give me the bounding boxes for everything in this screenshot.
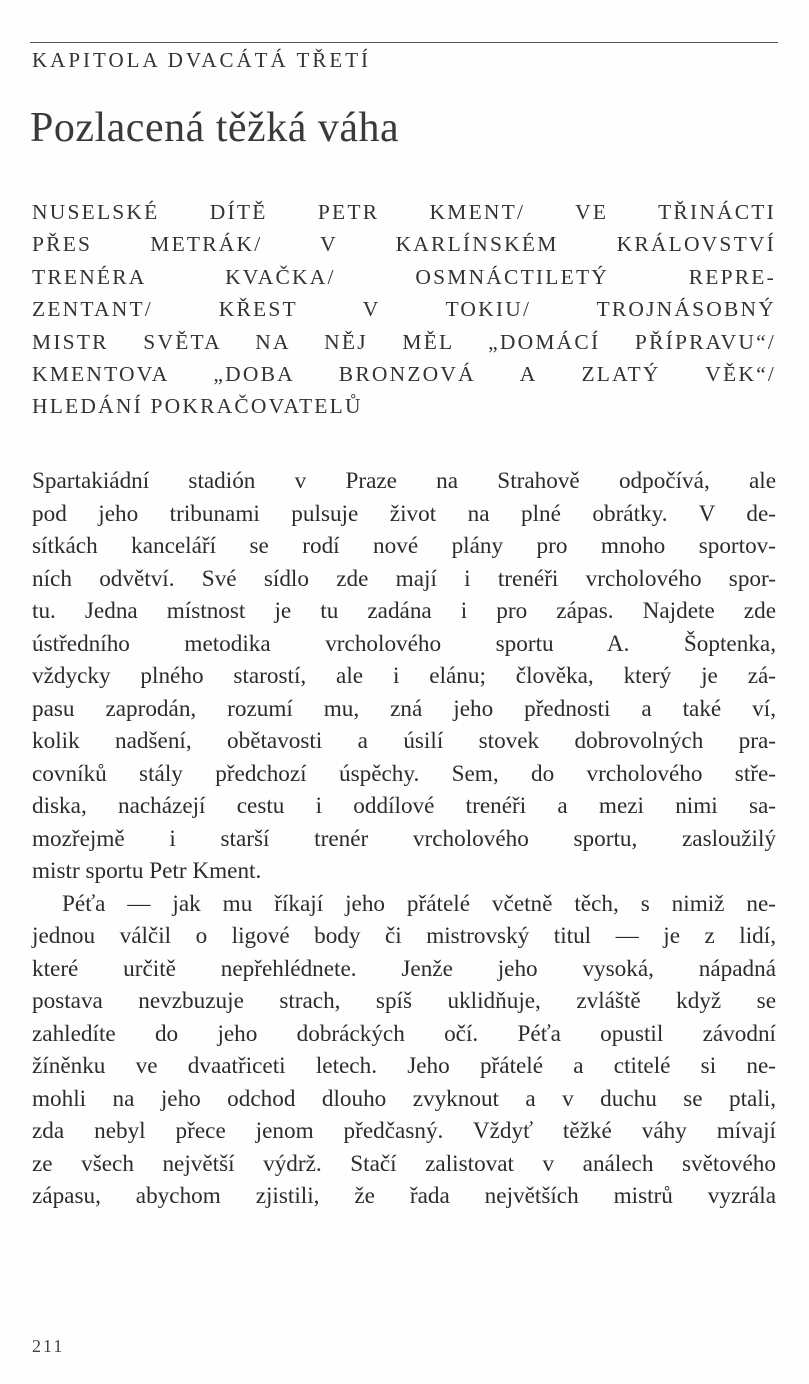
paragraph-line: zahledíte do jeho dobráckých očí. Péťa opustil závodní	[32, 1020, 776, 1047]
header-rule	[30, 42, 778, 43]
summary-line: MISTR SVĚTA NA NĚJ MĚL „DOMÁCÍ PŘÍPRAVU“/	[32, 329, 776, 354]
paragraph-line: covníků stály předchozí úspěchy. Sem, do vrcholového stře-	[32, 760, 776, 787]
page-number: 211	[32, 1336, 65, 1356]
summary-line: PŘES METRÁK/ V KARLÍNSKÉM KRÁLOVSTVÍ	[32, 232, 776, 257]
paragraph-line: mozřejmě i starší trenér vrcholového sportu, zasloužilý	[32, 825, 776, 852]
paragraph-line: ních odvětví. Své sídlo zde mají i trenéři vrcholového spor-	[32, 565, 776, 592]
paragraph-line: ústředního metodika vrcholového sportu A. Šoptenka,	[32, 630, 776, 657]
summary-line: KMENTOVA „DOBA BRONZOVÁ A ZLATÝ VĚK“/	[32, 362, 776, 387]
paragraph-line: jednou válčil o ligové body či mistrovský titul — je z lidí,	[32, 923, 776, 949]
summary-line: TRENÉRA KVAČKA/ OSMNÁCTILETÝ REPRE-	[32, 264, 776, 289]
paragraph-line: sítkách kanceláří se rodí nové plány pro mnoho sportov-	[32, 533, 776, 559]
chapter-summary	[32, 196, 776, 423]
paragraph-line: mohli na jeho odchod dlouho zvyknout a v duchu se ptali,	[32, 1085, 776, 1112]
summary-line: HLEDÁNÍ POKRAČOVATELŮ	[32, 394, 363, 419]
paragraph-2	[32, 888, 776, 1213]
paragraph-line: vždycky plného starostí, ale i elánu; člověka, který je zá-	[32, 663, 776, 689]
paragraph-line: pasu zaprodán, rozumí mu, zná jeho přednosti a také ví,	[32, 695, 776, 722]
paragraph-line: Péťa — jak mu říkají jeho přátelé včetně těch, s nimiž ne-	[62, 890, 776, 917]
paragraph-line: tu. Jedna místnost je tu zadána i pro zápas. Najdete zde	[32, 598, 776, 624]
chapter-label: KAPITOLA DVACÁTÁ TŘETÍ	[32, 48, 372, 72]
summary-line: ZENTANT/ KŘEST V TOKIU/ TROJNÁSOBNÝ	[32, 297, 776, 322]
paragraph-line: kolik nadšení, obětavosti a úsilí stovek dobrovolných pra-	[32, 728, 776, 754]
paragraph-line: které určitě nepřehlédnete. Jenže jeho vysoká, nápadná	[32, 955, 776, 982]
summary-line: NUSELSKÉ DÍTĚ PETR KMENT/ VE TŘINÁCTI	[32, 200, 776, 224]
paragraph-line: žíněnku ve dvaatřiceti letech. Jeho přátelé a ctitelé si ne-	[32, 1053, 776, 1079]
paragraph-line: zápasu, abychom zjistili, že řada největších mistrů vyzrála	[32, 1183, 776, 1209]
paragraph-line: diska, nacházejí cestu i oddílové trenéři a mezi nimi sa-	[32, 793, 776, 819]
paragraph-line: Spartakiádní stadión v Praze na Strahově odpočívá, ale	[32, 468, 776, 494]
paragraph-1	[32, 465, 776, 888]
paragraph-line: postava nevzbuzuje strach, spíš uklidňuje, zvláště když se	[32, 988, 776, 1014]
chapter-title: Pozlacená těžká váha	[30, 105, 400, 151]
paragraph-line: mistr sportu Petr Kment.	[32, 858, 262, 884]
paragraph-line: pod jeho tribunami pulsuje život na plné obrátky. V de-	[32, 500, 776, 527]
chapter-body	[32, 465, 776, 1213]
paragraph-line: ze všech největší výdrž. Stačí zalistovat v análech světového	[32, 1150, 776, 1177]
paragraph-line: zda nebyl přece jenom předčasný. Vždyť těžké váhy mívají	[32, 1118, 776, 1144]
